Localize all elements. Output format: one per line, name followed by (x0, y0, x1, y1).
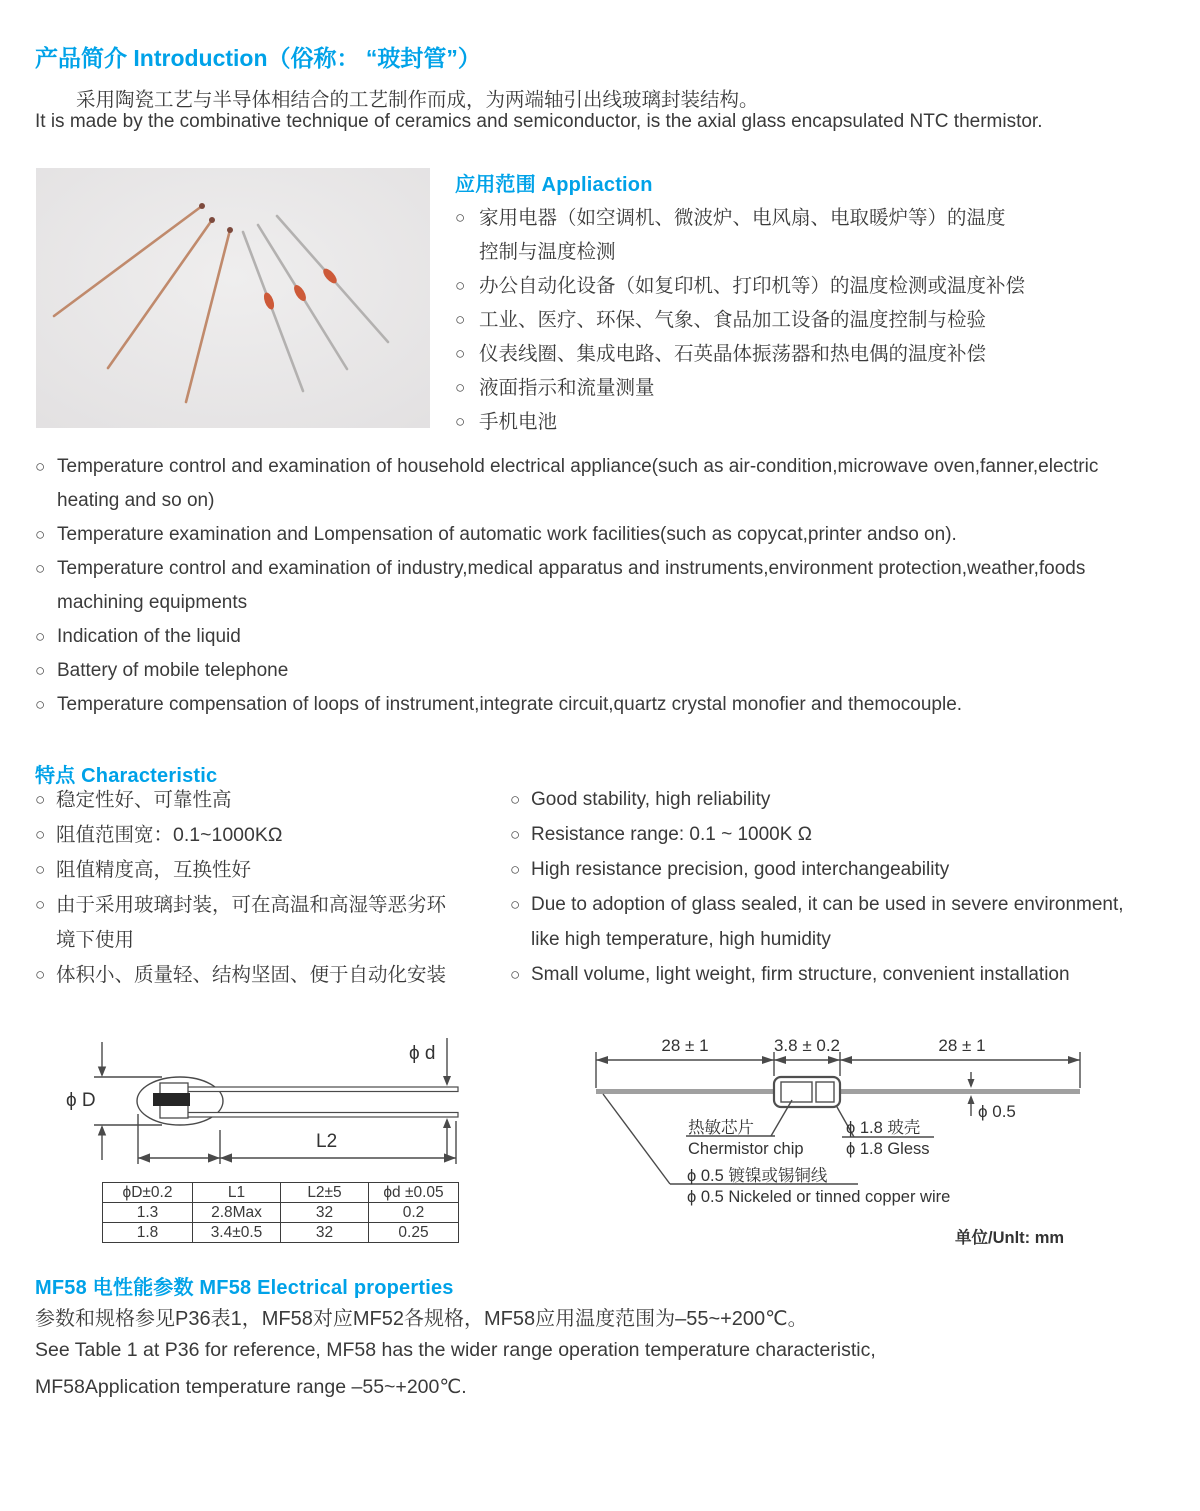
col-header: ϕD±0.2 (103, 1183, 193, 1203)
dim-right-label: 28 ± 1 (938, 1036, 986, 1055)
app-en-text: Temperature compensation of loops of instrument,integrate circuit,quartz crystal monofier and themocouple. (57, 694, 963, 715)
dim-left-label: 28 ± 1 (661, 1036, 709, 1055)
product-photo (36, 168, 430, 428)
app-en-item-cont (35, 591, 1187, 614)
circle-bullet-icon: ○ (35, 525, 46, 544)
char-en-text: Due to adoption of glass sealed, it can be used in severe environment, (531, 894, 1124, 915)
mf58-text-en-line2: MF58Application temperature range –55~+200℃. (35, 1376, 467, 1398)
char-en-item-cont (510, 928, 1190, 952)
characteristic-list-en (510, 788, 1190, 998)
app-en-item (35, 625, 1187, 648)
dimension-figure-left (60, 1030, 460, 1260)
app-item-text: 手机电池 (479, 411, 558, 433)
app-item (455, 206, 1180, 230)
char-cn-text: 体积小、质量轻、结构坚固、便于自动化安装 (56, 964, 447, 986)
char-cn-item (35, 858, 500, 882)
app-item-text: 仪表线圈、集成电路、石英晶体振荡器和热电偶的温度补偿 (479, 343, 987, 365)
col-header: ϕd ±0.05 (369, 1183, 459, 1203)
app-en-item-cont (35, 489, 1187, 512)
chip-label-cn: 热敏芯片 (688, 1119, 754, 1137)
app-en-text: machining equipments (57, 592, 248, 613)
char-en-text: Resistance range: 0.1 ~ 1000K Ω (531, 824, 812, 845)
char-en-item (510, 893, 1190, 917)
circle-bullet-icon: ○ (455, 276, 466, 295)
intro-text-en: It is made by the combinative technique of ceramics and semiconductor, is the axial glass encapsulated NTC thermistor. (35, 111, 1043, 132)
char-cn-text: 稳定性好、可靠性高 (56, 789, 232, 811)
cell: 32 (281, 1203, 369, 1223)
app-item-text: 工业、医疗、环保、气象、食品加工设备的温度控制与检验 (479, 309, 987, 331)
circle-bullet-icon: ○ (455, 310, 466, 329)
phid-label: ϕ d (409, 1043, 436, 1064)
app-en-text: Battery of mobile telephone (57, 660, 289, 681)
characteristic-heading: 特点 Characteristic (35, 765, 218, 787)
application-list-en (35, 455, 1187, 727)
thermistor-photo-illustration (36, 168, 430, 428)
cell: 2.8Max (193, 1203, 281, 1223)
app-item-text: 办公自动化设备（如复印机、打印机等）的温度检测或温度补偿 (479, 275, 1026, 297)
app-en-item (35, 557, 1187, 580)
copper-wire-label-cn: ϕ 0.5 镀镍或锡铜线 (687, 1167, 828, 1185)
dimension-table-header-row (103, 1183, 459, 1203)
app-en-item (35, 523, 1187, 546)
app-en-text: heating and so on) (57, 490, 215, 511)
app-item-text: 控制与温度检测 (479, 241, 616, 263)
copper-wire-label-en: ϕ 0.5 Nickeled or tinned copper wire (687, 1188, 951, 1206)
col-header: L2±5 (281, 1183, 369, 1203)
page-title: 产品简介 Introduction（俗称： “玻封管”） (35, 45, 481, 71)
char-cn-text: 由于采用玻璃封装，可在高温和高湿等恶劣环 (56, 894, 447, 916)
unit-label: 单位/Unlt: mm (955, 1229, 1065, 1247)
app-item (455, 308, 1180, 332)
glass-label-en: ϕ 1.8 Gless (846, 1140, 930, 1158)
phiD-label: ϕ D (66, 1090, 96, 1111)
circle-bullet-icon: ○ (35, 627, 46, 646)
col-header: L1 (193, 1183, 281, 1203)
app-item-cont (455, 240, 1180, 264)
app-en-text: Temperature control and examination of household electrical appliance(such as air-condition,microwave oven,fanner,electric (57, 456, 1099, 477)
char-en-item (510, 823, 1190, 847)
app-item (455, 410, 1180, 434)
circle-bullet-icon: ○ (35, 895, 46, 914)
circle-bullet-icon: ○ (35, 559, 46, 578)
app-en-item (35, 693, 1187, 716)
char-cn-item (35, 823, 500, 847)
characteristic-list-cn (35, 788, 500, 998)
char-en-text: Small volume, light weight, firm structure, convenient installation (531, 964, 1070, 985)
app-item-text: 液面指示和流量测量 (479, 377, 655, 399)
circle-bullet-icon: ○ (510, 825, 521, 844)
char-en-item (510, 788, 1190, 812)
mf58-heading: MF58 电性能参数 MF58 Electrical properties (35, 1277, 454, 1299)
circle-bullet-icon: ○ (35, 825, 46, 844)
app-en-item (35, 455, 1187, 478)
cell: 32 (281, 1223, 369, 1243)
circle-bullet-icon: ○ (35, 661, 46, 680)
char-cn-item (35, 963, 500, 987)
char-en-item (510, 858, 1190, 882)
dim-center-label: 3.8 ± 0.2 (773, 1036, 841, 1055)
cell: 1.8 (103, 1223, 193, 1243)
char-cn-text: 阻值精度高，互换性好 (56, 859, 252, 881)
application-heading: 应用范围 Appliaction (455, 174, 653, 196)
intro-text-cn: 采用陶瓷工艺与半导体相结合的工艺制作而成，为两端轴引出线玻璃封装结构。 (76, 89, 759, 111)
char-en-text: like high temperature, high humidity (531, 929, 831, 950)
char-cn-text: 阻值范围宽：0.1~1000KΩ (56, 824, 283, 846)
char-cn-text: 境下使用 (56, 929, 135, 951)
mf58-text-cn: 参数和规格参见P36表1，MF58对应MF52各规格，MF58应用温度范围为–55~+200℃。 (35, 1308, 808, 1330)
char-en-text: High resistance precision, good interchangeability (531, 859, 950, 880)
wire-diameter-label: ϕ 0.5 (978, 1102, 1016, 1121)
table-row (103, 1203, 459, 1223)
circle-bullet-icon: ○ (455, 378, 466, 397)
circle-bullet-icon: ○ (455, 208, 466, 227)
circle-bullet-icon: ○ (510, 790, 521, 809)
circle-bullet-icon: ○ (510, 860, 521, 879)
app-item (455, 274, 1180, 298)
circle-bullet-icon: ○ (35, 860, 46, 879)
circle-bullet-icon: ○ (455, 412, 466, 431)
app-en-text: Temperature examination and Lompensation of automatic work facilities(such as copycat,printer andso on). (57, 524, 957, 545)
circle-bullet-icon: ○ (35, 695, 46, 714)
cell: 3.4±0.5 (193, 1223, 281, 1243)
app-item (455, 342, 1180, 366)
app-item (455, 376, 1180, 400)
chip-label-en: Chermistor chip (688, 1140, 804, 1158)
app-en-item (35, 659, 1187, 682)
mf58-text-en-line1: See Table 1 at P36 for reference, MF58 has the wider range operation temperature characteristic, (35, 1339, 876, 1361)
char-cn-item (35, 893, 500, 917)
table-row (103, 1223, 459, 1243)
cell: 1.3 (103, 1203, 193, 1223)
char-en-item (510, 963, 1190, 987)
circle-bullet-icon: ○ (510, 895, 521, 914)
L2-label: L2 (316, 1131, 338, 1152)
char-cn-item-cont (35, 928, 500, 952)
circle-bullet-icon: ○ (35, 457, 46, 476)
application-section (455, 168, 1180, 444)
cell: 0.2 (369, 1203, 459, 1223)
circle-bullet-icon: ○ (35, 790, 46, 809)
char-cn-item (35, 788, 500, 812)
dimension-table (102, 1182, 459, 1243)
cell: 0.25 (369, 1223, 459, 1243)
app-item-text: 家用电器（如空调机、微波炉、电风扇、电取暖炉等）的温度 (479, 207, 1006, 229)
circle-bullet-icon: ○ (510, 965, 521, 984)
char-en-text: Good stability, high reliability (531, 789, 771, 810)
app-en-text: Indication of the liquid (57, 626, 241, 647)
circle-bullet-icon: ○ (35, 965, 46, 984)
glass-label-cn: ϕ 1.8 玻壳 (846, 1119, 921, 1137)
circle-bullet-icon: ○ (455, 344, 466, 363)
app-en-text: Temperature control and examination of industry,medical apparatus and instruments,environment protection,weather,foods (57, 558, 1086, 579)
dimension-figure-right (590, 1028, 1165, 1263)
